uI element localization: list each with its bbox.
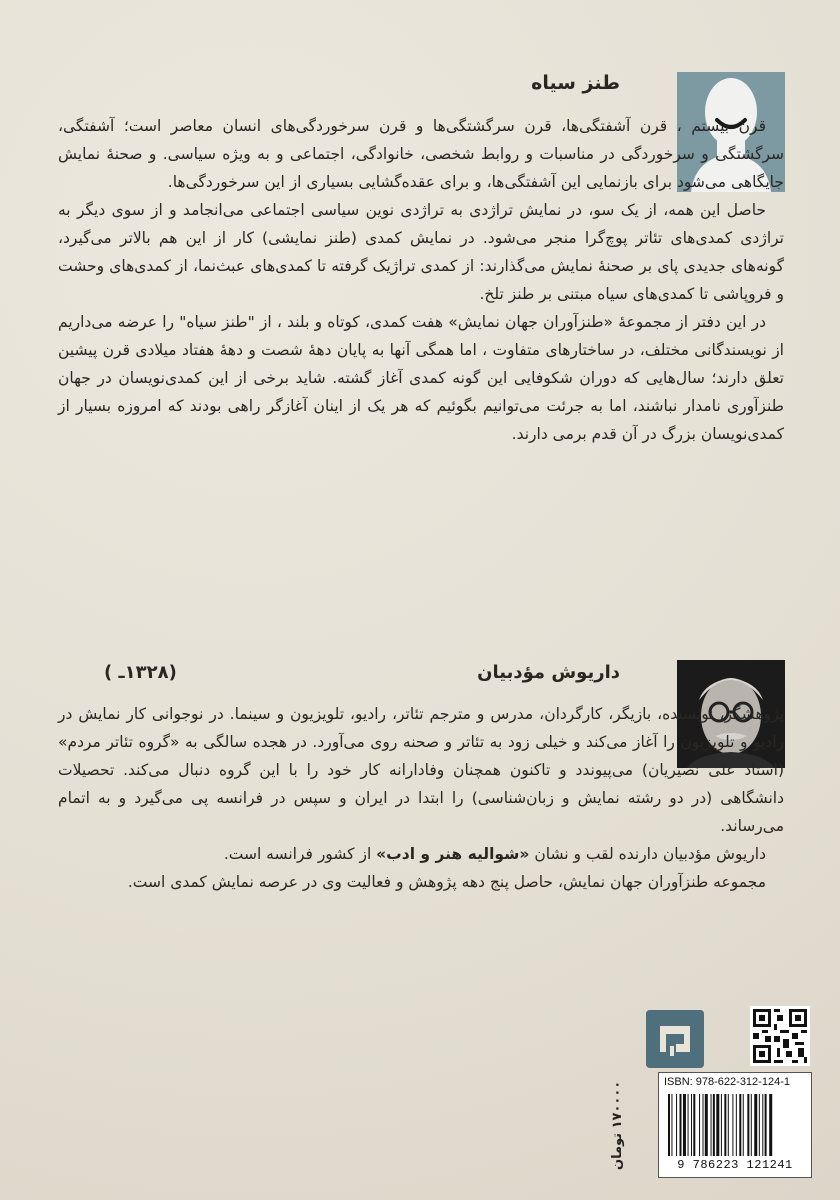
- author-bio: [58, 700, 784, 896]
- barcode-bar: [683, 1094, 686, 1156]
- barcode-bar: [728, 1094, 729, 1156]
- barcode-bar: [721, 1094, 722, 1156]
- barcode-bar: [699, 1094, 700, 1156]
- barcode-bar: [703, 1094, 704, 1156]
- intro-paragraph: قرن بیستم ، قرن آشفتگی‌ها، قرن سرگشتگی‌ها و قرن سرخوردگی‌های انسان معاصر است؛ آشفتگی، سرگشتگی و سرخوردگی در مناسبات و روابط شخصی، خانوادگی، اجتماعی و به ویژه سیاسی. و صحنهٔ نمایش جایگاهی می‌شود برای بازنمایی این آشفتگی‌ها، و برای عقده‌گشایی بسیاری از این سرخوردگی‌ها.: [58, 117, 784, 191]
- barcode-bar: [691, 1094, 692, 1156]
- barcode-bar: [739, 1094, 741, 1156]
- publisher-logo: [646, 1010, 704, 1068]
- barcode-bar: [762, 1094, 763, 1156]
- barcode-bar: [747, 1094, 749, 1156]
- barcode-bar: [765, 1094, 767, 1156]
- barcode: [666, 1094, 804, 1156]
- award-name: «شوالیه هنر و ادب»: [376, 845, 530, 863]
- author-name: داریوش مؤدبیان: [477, 662, 620, 683]
- barcode-bar: [671, 1094, 672, 1156]
- barcode-bar: [716, 1094, 719, 1156]
- barcode-bar: [705, 1094, 708, 1156]
- bio-paragraph: مجموعه طنزآوران جهان نمایش، حاصل پنج دهه پژوهش و فعالیت وی در عرصه نمایش کمدی است.: [127, 873, 766, 891]
- barcode-bar: [676, 1094, 677, 1156]
- barcode-bar: [743, 1094, 744, 1156]
- barcode-bar: [732, 1094, 733, 1156]
- intro-paragraph: حاصل این همه، از یک سو، در نمایش تراژدی به تراژدی نوین سیاسی اجتماعی می‌انجامد و از سوی دیگر به تراژدی کمدی‌های تئاتر پوچ‌گرا منجر می‌شود. در نمایش کمدی (طنز نمایشی) کار از این هم بالاتر می‌گیرد، گونه‌های جدیدی پای بر صحنهٔ نمایش می‌گذارند: از کمدی تراژیک گرفته تا کمدی‌های عبث‌نما، از کمدی‌های وحشت و فروپاشی تا کمدی‌های سیاه مبتنی بر طنز تلخ.: [58, 201, 784, 303]
- barcode-bar: [736, 1094, 737, 1156]
- barcode-bar: [769, 1094, 772, 1156]
- isbn-label: ISBN: 978-622-312-124-1: [664, 1076, 790, 1088]
- barcode-bar: [724, 1094, 726, 1156]
- barcode-bar: [680, 1094, 682, 1156]
- intro-text: [58, 112, 784, 448]
- barcode-bar: [668, 1094, 670, 1156]
- barcode-bar: [693, 1094, 695, 1156]
- barcode-bar: [751, 1094, 752, 1156]
- barcode-bar: [754, 1094, 757, 1156]
- section-title: طنز سیاه: [531, 72, 620, 94]
- bio-paragraph: داریوش مؤدبیان دارنده لقب و نشان «شوالیه هنر و ادب» از کشور فرانسه است.: [223, 845, 766, 863]
- barcode-bar: [759, 1094, 760, 1156]
- price-label: ۱۷۰۰۰۰ تومان: [610, 1080, 625, 1170]
- qr-code: [750, 1006, 810, 1066]
- bio-paragraph: پژوهشگر، نویسنده، بازیگر، کارگردان، مدرس و مترجم تئاتر، رادیو، تلویزیون و سینما. در نوجوانی کار نمایش در رادیو و تلویزیون را آغاز می‌کند و خیلی زود به تئاتر و صحنه روی می‌آورد. در هجده سالگی به «گروه تئاتر مردم» (استاد علی نصیریان) می‌پیوندد و تاکنون همچنان وفادارانه کار خود را با این گروه دنبال می‌کند. تحصیلات دانشگاهی (در دو رشته نمایش و زبان‌شناسی) را ابتدا در ایران و سپس در فرانسه پی می‌گیرد و به اتمام می‌رساند.: [58, 705, 784, 835]
- intro-paragraph: در این دفتر از مجموعهٔ «طنزآوران جهان نمایش» هفت کمدی، کوتاه و بلند ، از "طنز سیاه" را عرضه می‌داریم از نویسندگانی مختلف، در ساختارهای متفاوت ، اما همگی آنها به پایان دههٔ شصت و دههٔ هفتاد میلادی قرن پیشین تعلق دارند؛ سال‌هایی که دوران شکوفایی این گونه کمدی آغاز گشته. شاید برخی از این کمدی‌نویسان در جهان طنزآوری نامدار نباشند، اما به جرئت می‌توانیم بگوئیم که هر یک از اینان آغازگر راهی بودند که امروزه بسیار از کمدی‌نویسان بزرگ در آن قدم برمی دارند.: [58, 313, 784, 443]
- author-years: (۱۳۲۸ـ ): [104, 662, 177, 683]
- barcode-bar: [711, 1094, 712, 1156]
- barcode-bar: [713, 1094, 715, 1156]
- barcode-bar: [688, 1094, 689, 1156]
- isbn-digits: 9 786223 121241: [677, 1158, 793, 1172]
